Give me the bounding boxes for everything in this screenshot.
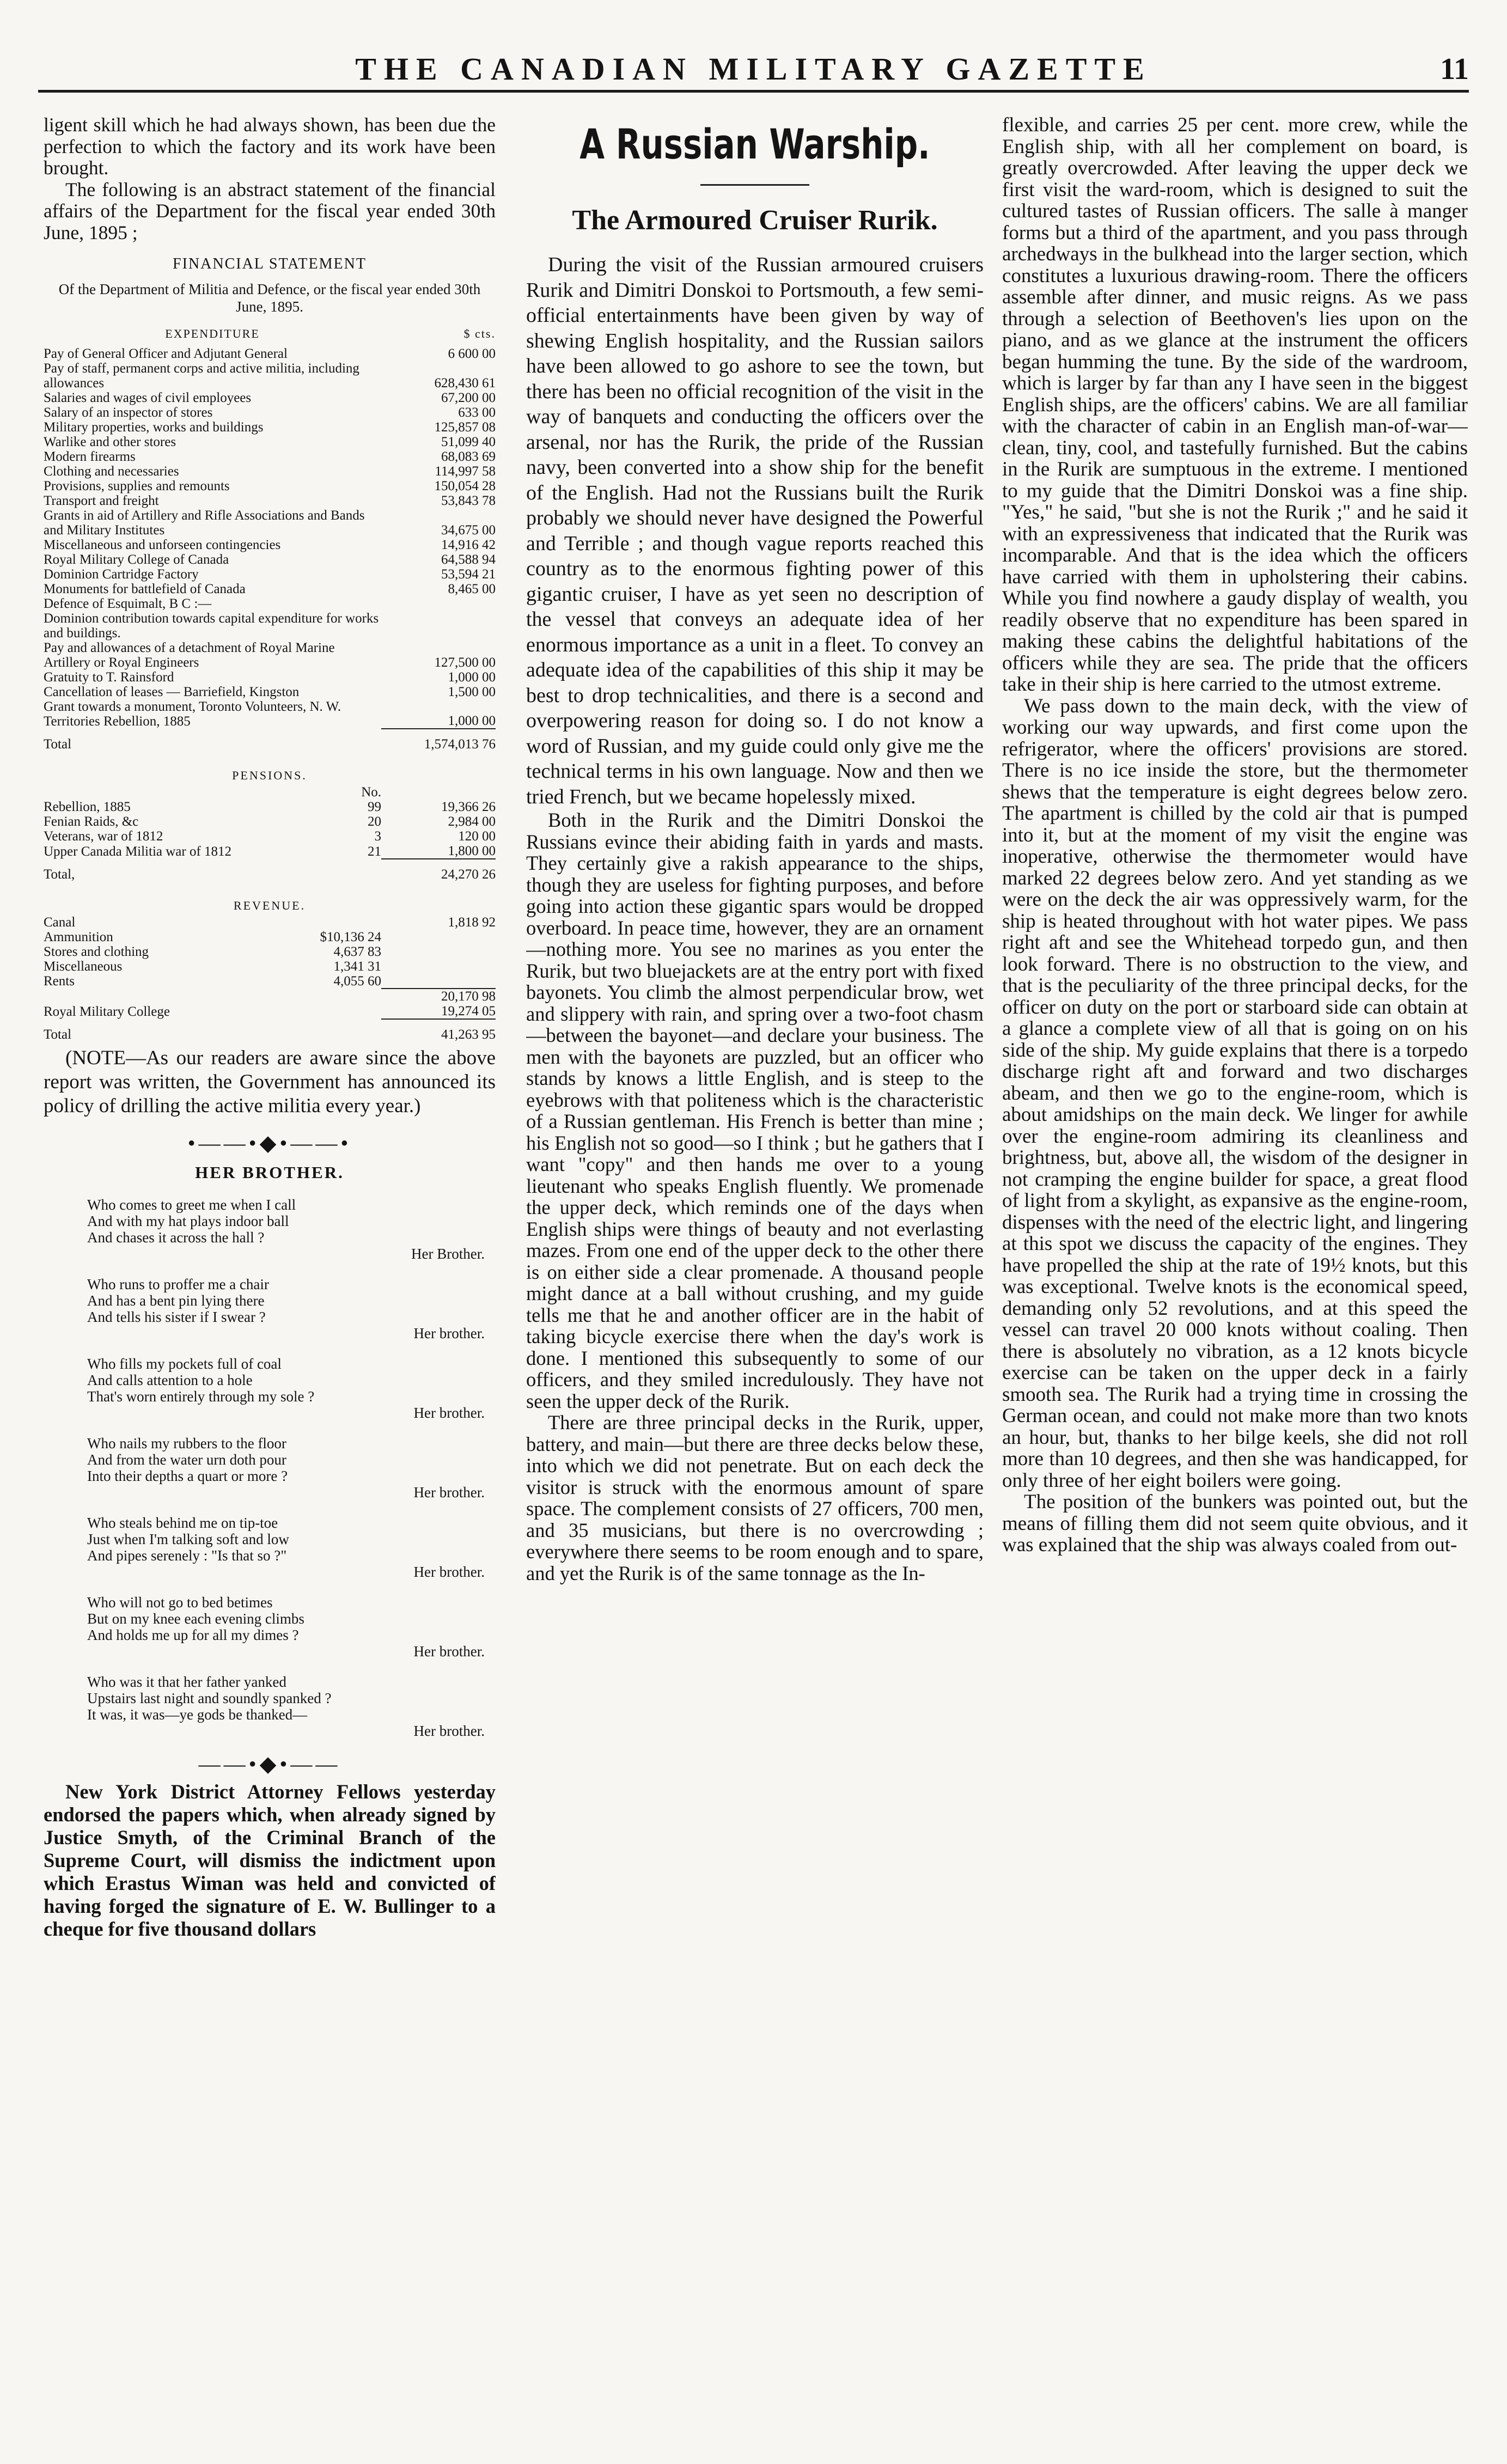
poem-line: Who was it that her father yanked bbox=[87, 1673, 286, 1690]
pensions-no-header: No. bbox=[361, 785, 381, 800]
revenue-row bbox=[44, 974, 496, 989]
pension-count: 20 bbox=[368, 814, 381, 829]
expenditure-row bbox=[44, 582, 496, 596]
expenditure-amount: 6 600 00 bbox=[448, 346, 496, 361]
expenditure-desc: Grants in aid of Artillery and Rifle Associations and Bands and Military Institutes bbox=[44, 508, 365, 538]
poem-line: It was, it was—ye gods be thanked— bbox=[87, 1706, 308, 1723]
expenditure-amount: 114,997 58 bbox=[435, 464, 496, 479]
poem-line: Who will not go to bed betimes bbox=[87, 1594, 273, 1611]
expenditure-row bbox=[44, 479, 496, 493]
poem-refrain: Her brother. bbox=[413, 1325, 485, 1341]
pension-count: 3 bbox=[374, 829, 381, 844]
poem-stanza bbox=[87, 1674, 496, 1739]
expenditure-row bbox=[44, 611, 496, 641]
expenditure-amount: 53,594 21 bbox=[441, 567, 496, 582]
revenue-spacer bbox=[381, 944, 496, 959]
pension-count: 99 bbox=[368, 800, 381, 814]
poem-stanza bbox=[87, 1435, 496, 1501]
revenue-table bbox=[44, 886, 496, 1046]
poem-line: And pipes serenely : "Is that so ?" bbox=[87, 1547, 287, 1564]
expenditure-amount: 68,083 69 bbox=[441, 449, 496, 464]
expenditure-amount bbox=[381, 611, 496, 641]
poem-line: But on my knee each evening climbs bbox=[87, 1610, 304, 1627]
pension-row bbox=[44, 829, 496, 844]
pension-desc: Veterans, war of 1812 bbox=[44, 829, 163, 844]
expenditure-amount: 64,588 94 bbox=[441, 552, 496, 567]
expenditure-desc: Salary of an inspector of stores bbox=[44, 405, 213, 420]
expenditure-desc: Royal Military College of Canada bbox=[44, 552, 229, 567]
expenditure-amount: 1,000 00 bbox=[448, 670, 496, 685]
pension-count: 21 bbox=[368, 844, 381, 859]
expenditure-desc: Provisions, supplies and remounts bbox=[44, 479, 230, 493]
expenditure-row bbox=[44, 464, 496, 479]
pension-desc: Rebellion, 1885 bbox=[44, 800, 131, 814]
poem-stanza bbox=[87, 1197, 496, 1262]
revenue-desc: Rents bbox=[44, 974, 75, 989]
expenditure-desc: Grant towards a monument, Toronto Volunteers, N. W. Territories Rebellion, 1885 bbox=[44, 699, 341, 729]
revenue-total-label: Total bbox=[44, 1027, 72, 1042]
poem-line: Who steals behind me on tip-toe bbox=[87, 1514, 278, 1531]
column-middle bbox=[526, 114, 984, 2445]
pension-row bbox=[44, 844, 496, 859]
poem-line: And with my hat plays indoor ball bbox=[87, 1212, 289, 1229]
expenditure-amount: 8,465 00 bbox=[448, 582, 496, 596]
revenue-spacer bbox=[381, 930, 496, 944]
financial-statement-title: FINANCIAL STATEMENT bbox=[173, 255, 367, 272]
expenditure-desc: Gratuity to T. Rainsford bbox=[44, 670, 174, 685]
expenditure-total-label: Total bbox=[44, 737, 72, 752]
expenditure-amount: 628,430 61 bbox=[434, 376, 496, 391]
pensions-total: 24,270 26 bbox=[381, 859, 496, 886]
poem-stanza bbox=[87, 1594, 496, 1660]
pension-amount: 120 00 bbox=[458, 829, 496, 844]
poem-line: And holds me up for all my dimes ? bbox=[87, 1626, 299, 1643]
column-left bbox=[44, 114, 496, 2445]
expenditure-row bbox=[44, 552, 496, 567]
poem-stanza bbox=[87, 1515, 496, 1580]
poem-line: And chases it across the hall ? bbox=[87, 1229, 265, 1246]
revenue-row bbox=[44, 944, 496, 959]
expenditure-row bbox=[44, 405, 496, 420]
pension-desc: Fenian Raids, &c bbox=[44, 814, 139, 829]
article-title: A Russian Warship. bbox=[579, 120, 930, 168]
page-number: 11 bbox=[1440, 52, 1469, 86]
revenue-desc: Stores and clothing bbox=[44, 944, 149, 959]
expenditure-amount: 34,675 00 bbox=[441, 523, 496, 538]
newspaper-title: THE CANADIAN MILITARY GAZETTE bbox=[355, 51, 1152, 87]
expenditure-total: 1,574,013 76 bbox=[381, 729, 496, 756]
column-right bbox=[1002, 114, 1468, 2445]
expenditure-amount: 1,000 00 bbox=[448, 713, 496, 728]
expenditure-row bbox=[44, 361, 496, 391]
expenditure-amount: 51,099 40 bbox=[441, 435, 496, 449]
expenditure-amount: 1,500 00 bbox=[448, 685, 496, 699]
poem-line: Who comes to greet me when I call bbox=[87, 1196, 296, 1213]
article-subtitle: The Armoured Cruiser Rurik. bbox=[572, 205, 938, 236]
article-paragraph-1: During the visit of the Russian armoured cruisers Rurik and Dimitri Donskoi to Portsmouth, a few semi-official entertainments have been given by way of shewing English hospitality, and the Russian sailors have been allowed to go ashore to see the town, but there has been no official recognition of the visit in the way of banquets and conducting the officers over the arsenal, nor has the Rurik, the pride of the Russian navy, been converted into a show ship for the benefit of the English. Had not the Russians built the Rurik probably we should never have designed the Powerful and Terrible ; and though vague reports reached this country as to the enormous fighting power of this gigantic cruiser, I have as yet seen no description of the vessel that conveys an adequate idea of her enormous importance as a unit in a fleet. To convey an adequate idea of the capabilities of this ship it may be best to drop technicalities, and there is a second and overpowering reason for doing so. I do not know a word of Russian, and my guide could only give me the technical terms in his own language. Now and then we tried French, but we became hopelessly mixed. bbox=[526, 253, 984, 808]
ornament-divider-2: ——•◆•—— bbox=[198, 1751, 341, 1776]
revenue-rmc-label: Royal Military College bbox=[44, 1004, 170, 1019]
expenditure-row bbox=[44, 699, 496, 729]
poem-line: And has a bent pin lying there bbox=[87, 1292, 265, 1309]
expenditure-row bbox=[44, 420, 496, 435]
expenditure-desc: Dominion contribution towards capital expenditure for works and buildings. bbox=[44, 611, 379, 641]
pension-row bbox=[44, 814, 496, 829]
revenue-header: REVENUE. bbox=[233, 899, 306, 912]
expenditure-row bbox=[44, 508, 496, 538]
expenditure-row bbox=[44, 346, 496, 361]
expenditure-desc: Dominion Cartridge Factory bbox=[44, 567, 199, 582]
expenditure-amount: 14,916 42 bbox=[441, 538, 496, 552]
poem-line: Who fills my pockets full of coal bbox=[87, 1355, 282, 1372]
news-item: New York District Attorney Fellows yesterday endorsed the papers which, when already signed by Justice Smyth, of the Criminal Branch of the Supreme Court, will dismiss the indictment upon which Erastus Wiman was held and convicted of having forged the signature of E. W. Bullinger to a cheque for five thousand dollars bbox=[44, 1780, 496, 1940]
expenditure-desc: Defence of Esquimalt, B C :— bbox=[44, 596, 212, 611]
statement-intro: The following is an abstract statement of the financial affairs of the Department for the fiscal year ended 30th June, 1895 ; bbox=[44, 178, 496, 243]
pension-amount: 2,984 00 bbox=[448, 814, 496, 829]
expenditure-desc: Miscellaneous and unforseen contingencies bbox=[44, 538, 281, 552]
expenditure-desc: Modern firearms bbox=[44, 449, 136, 464]
poem-line: And from the water urn doth pour bbox=[87, 1451, 286, 1468]
expenditure-desc: Transport and freight bbox=[44, 493, 159, 508]
revenue-desc: Ammunition bbox=[44, 930, 113, 944]
financial-statement-subtitle: Of the Department of Militia and Defence, or the fiscal year ended 30th June, 1895. bbox=[58, 281, 481, 315]
intro-paragraph: ligent skill which he had always shown, has been due the perfection to which the factory and its work have been brought. bbox=[44, 114, 496, 179]
expenditure-desc: Monuments for battlefield of Canada bbox=[44, 582, 246, 596]
article-paragraph-5: We pass down to the main deck, with the view of working our way upwards, and first come upon the refrigerator, where the officers' provisions are stored. There is no ice inside the store, but the thermometer shews that the temperature is eight degrees below zero. The apartment is chilled by the cold air that is pumped into it, but at the moment of my visit the engine was inoperative, otherwise the thermometer would have marked 22 degrees below zero. And yet standing as we were on the deck the air was oppressively warm, for the ship is heated throughout with hot water pipes. We pass right aft and see the Whitehead torpedo gun, and then look forward. There is no obstruction to the view, and that is the peculiarity of the three principal decks, for the officer on duty on the port or starboard side can obtain at a glance a complete view of all that is going on on his side of the ship. My guide explains that there is a torpedo discharge right aft and forward and two discharges abeam, and then we go to the engine-room, which is about amidships on the main deck. We linger for awhile over the engine-room admiring its cleanliness and brightness, but, above all, the wisdom of the designer in not cramping the engine builder for space, a great flood of light from a skylight, as expansive as the engine-room, dispenses with the need of the electric light, and lingering at this spot we discuss the capacity of the engines. They have propelled the ship at the rate of 19½ knots, but this was exceptional. Twelve knots is the economical speed, demanding only 52 revolutions, and at this speed the vessel can travel 20 000 knots without coaling. Then there is absolutely no vibration, as a 12 knots bicycle exercise can be taken on the upper deck in a fairly smooth sea. The Rurik had a trying time in crossing the German ocean, and could not make more than two knots an hour, but, thanks to her bilge keels, she did not roll more than 10 degrees, and then she was handicapped, for only three of her eight boilers were going. bbox=[1002, 694, 1468, 1492]
title-rule bbox=[700, 184, 809, 186]
poem-refrain: Her Brother. bbox=[411, 1245, 485, 1262]
revenue-amount: 4,055 60 bbox=[333, 974, 381, 989]
currency-header: $ cts. bbox=[463, 327, 496, 340]
poem-line: Who runs to proffer me a chair bbox=[87, 1276, 269, 1292]
poem bbox=[44, 1197, 496, 1739]
expenditure-row bbox=[44, 685, 496, 699]
expenditure-row bbox=[44, 493, 496, 508]
pensions-table bbox=[44, 756, 496, 886]
poem-refrain: Her brother. bbox=[413, 1722, 485, 1739]
revenue-row bbox=[44, 930, 496, 944]
expenditure-row bbox=[44, 567, 496, 582]
expenditure-row bbox=[44, 391, 496, 405]
revenue-row bbox=[44, 959, 496, 974]
article-paragraph-3: There are three principal decks in the Rurik, upper, battery, and main—but there are three decks below these, into which we did not penetrate. But on each deck the visitor is struck with the enormous amount of spare space. The complement consists of 27 officers, 700 men, and 35 musicians, but there is no overcrowding ; everywhere there seems to be room enough and to spare, and yet the Rurik is of the same tonnage as the In- bbox=[526, 1411, 984, 1584]
expenditure-desc: Salaries and wages of civil employees bbox=[44, 391, 252, 405]
masthead bbox=[38, 52, 1469, 93]
expenditure-desc: Pay of General Officer and Adjutant General bbox=[44, 346, 288, 361]
article-paragraph-6: The position of the bunkers was pointed out, but the means of filling them did not seem quite obvious, and it was explained that the ship was always coaled from out- bbox=[1002, 1491, 1468, 1556]
poem-line: Into their depths a quart or more ? bbox=[87, 1467, 288, 1484]
expenditure-desc: Pay and allowances of a detachment of Royal Marine Artillery or Royal Engineers bbox=[44, 641, 335, 670]
editor-note: (NOTE—As our readers are aware since the above report was written, the Government has announced its policy of drilling the active militia every year.) bbox=[44, 1047, 496, 1117]
revenue-subtotal: 20,170 98 bbox=[381, 989, 496, 1004]
expenditure-amount: 125,857 08 bbox=[434, 420, 496, 435]
revenue-amount: 4,637 83 bbox=[333, 944, 381, 959]
revenue-spacer bbox=[381, 974, 496, 989]
revenue-amount: $10,136 24 bbox=[320, 930, 381, 944]
poem-refrain: Her brother. bbox=[413, 1563, 485, 1580]
expenditure-header: EXPENDITURE bbox=[165, 327, 260, 340]
poem-refrain: Her brother. bbox=[413, 1404, 485, 1421]
poem-line: Upstairs last night and soundly spanked ? bbox=[87, 1690, 332, 1706]
expenditure-table bbox=[44, 323, 496, 756]
poem-line: And tells his sister if I swear ? bbox=[87, 1308, 266, 1325]
expenditure-desc: Cancellation of leases — Barriefield, Kingston bbox=[44, 685, 300, 699]
expenditure-amount: 53,843 78 bbox=[441, 493, 496, 508]
expenditure-amount bbox=[381, 596, 496, 611]
expenditure-row bbox=[44, 641, 496, 670]
expenditure-desc: Pay of staff, permanent corps and active militia, including allowances bbox=[44, 361, 359, 391]
expenditure-desc: Military properties, works and buildings bbox=[44, 420, 264, 435]
revenue-spacer bbox=[381, 959, 496, 974]
revenue-canal-amount: 1,818 92 bbox=[448, 915, 496, 930]
poem-stanza bbox=[87, 1276, 496, 1341]
revenue-canal-label: Canal bbox=[44, 915, 76, 930]
expenditure-row bbox=[44, 670, 496, 685]
expenditure-amount: 150,054 28 bbox=[434, 479, 496, 493]
revenue-desc: Miscellaneous bbox=[44, 959, 123, 974]
expenditure-row bbox=[44, 435, 496, 449]
article-paragraph-4: flexible, and carries 25 per cent. more crew, while the English ship, with all her complement on board, is greatly overcrowded. After leaving the upper deck we first visit the ward-room, which is designed to suit the cultured tastes of Russian officers. The salle à manger forms but a third of the apartment, and you pass through archedways in the bulkhead into the larger section, which constitutes a luxurious drawing-room. There the officers assemble after dinner, and music reigns. As we pass through a selection of Beethoven's lies upon on the piano, and as we glance at the instrument the officers began humming the tune. By the side of the wardroom, which is larger by far than any I have seen in the biggest English ships, are the officers' cabins. We are all familiar with the character of cabin in an English man-of-war—clean, tiny, cool, and tastefully furnished. But the cabins in the Rurik are sumptuous in the extreme. I mentioned to my guide that the Dimitri Donskoi was a fine ship. "Yes," he said, "but she is not the Rurik ;" and he said it with an expressiveness that indicated that the Rurik was incomparable. And that is the idea which the officers have carried with them in upholstering their cabins. While you find nowhere a gaudy display of wealth, you readily observe that no expenditure has been spared in making these cabins the delightful habitations of the officers while they are sea. The pride that the officers take in their ship is here carried to the utmost extreme. bbox=[1002, 114, 1468, 696]
poem-title: HER BROTHER. bbox=[195, 1163, 344, 1182]
expenditure-amount: 67,200 00 bbox=[441, 391, 496, 405]
poem-refrain: Her brother. bbox=[413, 1484, 485, 1501]
expenditure-desc: Warlike and other stores bbox=[44, 435, 176, 449]
expenditure-row bbox=[44, 538, 496, 552]
poem-stanza bbox=[87, 1356, 496, 1421]
pensions-header: PENSIONS. bbox=[232, 769, 307, 782]
poem-refrain: Her brother. bbox=[413, 1643, 485, 1660]
pension-desc: Upper Canada Militia war of 1812 bbox=[44, 844, 232, 859]
pension-amount: 1,800 00 bbox=[448, 844, 496, 858]
poem-line: Who nails my rubbers to the floor bbox=[87, 1435, 286, 1451]
ornament-divider: •——•◆•——• bbox=[187, 1131, 352, 1155]
pension-row bbox=[44, 800, 496, 814]
revenue-rmc-amount: 19,274 05 bbox=[441, 1004, 496, 1018]
poem-line: And calls attention to a hole bbox=[87, 1371, 253, 1388]
expenditure-row bbox=[44, 449, 496, 464]
poem-line: That's worn entirely through my sole ? bbox=[87, 1388, 315, 1405]
article-paragraph-2: Both in the Rurik and the Dimitri Donskoi the Russians evince their abiding faith in yards and masts. They certainly give a rakish appearance to the ships, though they are useless for fighting purposes, and before going into action these gigantic spars would be dropped overboard. In peace time, however, they are an ornament—nothing more. You see no marines as you enter the Rurik, but two bluejackets are at the entry port with fixed bayonets. You climb the almost perpendicular brow, wet and slippery with rain, and spring over a two-foot chasm—between the bayonet—and declare your business. The men with the bayonets are puzzled, but an officer who stands by knows a little English, and is steep to the eyebrows with that politeness which is the characteristic of a Russian gentleman. His French is better than mine ; his English not so good—so I think ; but he gathers that I want "copy" and then hands me over to a young lieutenant who speaks English fluently. We promenade the upper deck, which reminds one of the days when English ships were things of beauty and not everlasting mazes. From one end of the upper deck to the other there is on either side a clear promenade. A thousand people might dance at a ball without crushing, and my guide tells me that he and another officer are in the habit of taking bicycle exercise there when the day's work is done. I mentioned this subsequently to some of our officers, and they smiled incredulously. They have not seen the upper deck of the Rurik. bbox=[526, 809, 984, 1412]
revenue-total: 41,263 95 bbox=[381, 1019, 496, 1046]
pension-amount: 19,366 26 bbox=[441, 800, 496, 814]
expenditure-row bbox=[44, 596, 496, 611]
expenditure-desc: Clothing and necessaries bbox=[44, 464, 179, 479]
revenue-amount: 1,341 31 bbox=[333, 959, 381, 974]
poem-line: Just when I'm talking soft and low bbox=[87, 1530, 289, 1547]
pensions-total-label: Total, bbox=[44, 867, 75, 882]
expenditure-amount: 633 00 bbox=[458, 405, 496, 420]
expenditure-amount: 127,500 00 bbox=[434, 655, 496, 670]
